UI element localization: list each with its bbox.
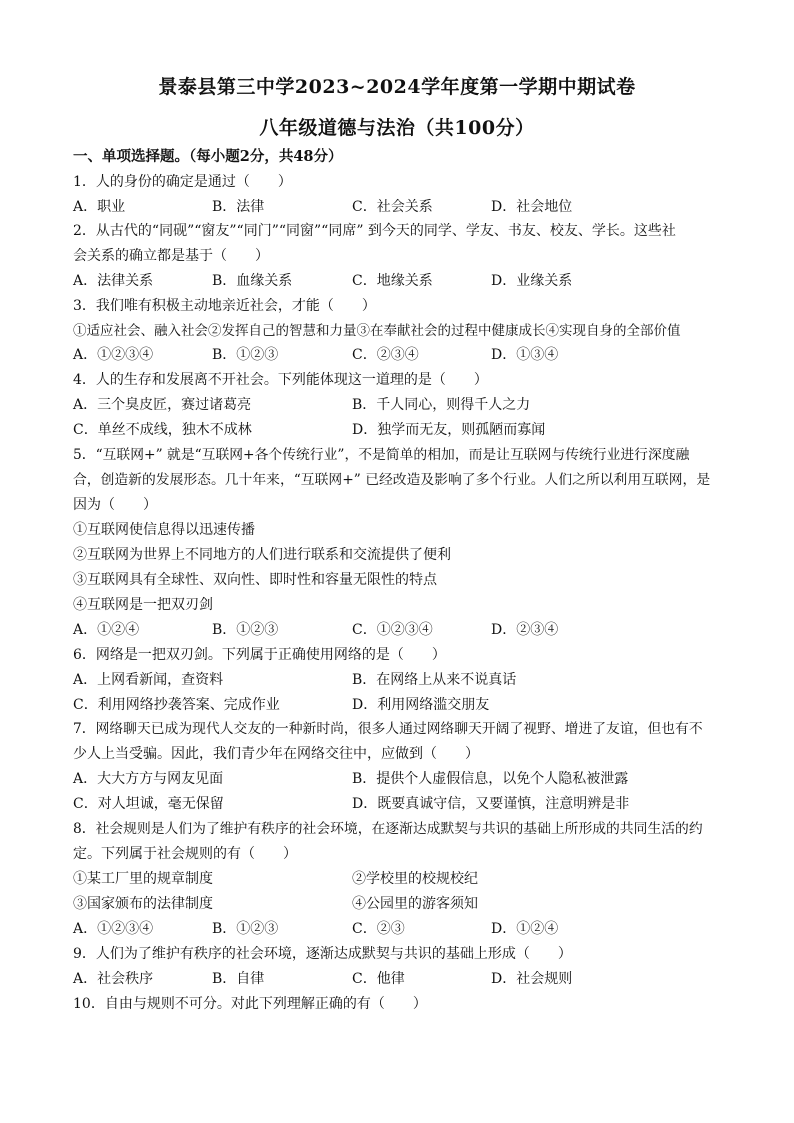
q5-item-4: ④互联网是一把双刃剑 <box>73 597 213 613</box>
question-2-stem-line2: 会关系的确立都是基于（ ） <box>73 248 269 264</box>
q5-option-c: C．①②③④ <box>352 622 433 638</box>
question-7-stem-line2: 少人上当受骗。因此，我们青少年在网络交往中，应做到（ ） <box>73 746 479 762</box>
q4-option-b: B．千人同心，则得千人之力 <box>352 397 531 413</box>
question-9-stem: 9．人们为了维护有秩序的社会环境，逐渐达成默契与共识的基础上形成（ ） <box>73 946 572 962</box>
q3-option-d: D．①③④ <box>491 347 559 363</box>
q7-option-c: C．对人坦诚，毫无保留 <box>73 796 224 812</box>
question-5-stem-line2: 合，创造新的发展形态。几十年来，“互联网+” 已经改造及影响了多个行业。人们之所以利用互联网，是 <box>73 472 711 488</box>
question-3-stem: 3．我们唯有积极主动地亲近社会，才能（ ） <box>73 298 376 314</box>
q8-item-1: ①某工厂里的规章制度 <box>73 871 213 887</box>
q6-option-d: D．利用网络滥交朋友 <box>352 697 490 713</box>
q9-option-c: C．他律 <box>352 971 405 987</box>
question-3-items: ①适应社会、融入社会②发挥自己的智慧和力量③在奉献社会的过程中健康成长④实现自身的全部价值 <box>73 323 681 339</box>
q5-option-a: A．①②④ <box>73 622 140 638</box>
q8-item-3: ③国家颁布的法律制度 <box>73 896 213 912</box>
q4-option-c: C．单丝不成线，独木不成林 <box>73 422 252 438</box>
question-5-stem-line3: 因为（ ） <box>73 497 157 513</box>
q8-item-4: ④公园里的游客须知 <box>352 896 478 912</box>
q8-item-2: ②学校里的校规校纪 <box>352 871 478 887</box>
q6-option-b: B．在网络上从来不说真话 <box>352 672 517 688</box>
q7-option-d: D．既要真诚守信，又要谨慎，注意明辨是非 <box>352 796 630 812</box>
q2-option-d: D．业缘关系 <box>491 273 573 289</box>
q8-option-c: C．②③ <box>352 921 405 937</box>
section-heading: 一、单项选择题。（每小题2分，共48分） <box>73 148 343 165</box>
question-8-stem-line1: 8．社会规则是人们为了维护有秩序的社会环境，在逐渐达成默契与共识的基础上所形成的共同生活的约 <box>73 821 703 837</box>
q7-option-a: A．大大方方与网友见面 <box>73 771 224 787</box>
q1-option-a: A．职业 <box>73 199 126 215</box>
question-1-stem: 1．人的身份的确定是通过（ ） <box>73 174 292 190</box>
question-5-stem-line1: 5．“互联网+” 就是“互联网+各个传统行业”，不是简单的相加，而是让互联网与传统行业进行深度融 <box>73 447 690 463</box>
q3-option-a: A．①②③④ <box>73 347 154 363</box>
exam-subtitle: 八年级道德与法治（共100分） <box>259 117 535 139</box>
q8-option-b: B．①②③ <box>212 921 279 937</box>
q2-option-b: B．血缘关系 <box>212 273 293 289</box>
q5-option-d: D．②③④ <box>491 622 559 638</box>
question-8-stem-line2: 定。下列属于社会规则的有（ ） <box>73 846 297 862</box>
question-2-stem-line1: 2．从古代的“同砚”“窗友”“同门”“同窗”“同席” 到今天的同学、学友、书友、校友、学长。这些社 <box>73 223 676 239</box>
question-6-stem: 6．网络是一把双刃剑。下列属于正确使用网络的是（ ） <box>73 647 446 663</box>
q6-option-a: A．上网看新闻，查资料 <box>73 672 224 688</box>
exam-title: 景泰县第三中学2023~2024学年度第一学期中期试卷 <box>158 76 636 98</box>
q3-option-c: C．②③④ <box>352 347 419 363</box>
question-10-stem: 10．自由与规则不可分。对此下列理解正确的有（ ） <box>73 996 427 1012</box>
q6-option-c: C．利用网络抄袭答案、完成作业 <box>73 697 280 713</box>
q5-item-2: ②互联网为世界上不同地方的人们进行联系和交流提供了便利 <box>73 547 451 563</box>
q8-option-a: A．①②③④ <box>73 921 154 937</box>
q1-option-c: C．社会关系 <box>352 199 433 215</box>
q8-option-d: D．①②④ <box>491 921 559 937</box>
q1-option-d: D．社会地位 <box>491 199 573 215</box>
q1-option-b: B．法律 <box>212 199 265 215</box>
q4-option-d: D．独学而无友，则孤陋而寡闻 <box>352 422 546 438</box>
question-7-stem-line1: 7．网络聊天已成为现代人交友的一种新时尚，很多人通过网络聊天开阔了视野、增进了友谊，但也有不 <box>73 721 703 737</box>
q2-option-c: C．地缘关系 <box>352 273 433 289</box>
q5-item-3: ③互联网具有全球性、双向性、即时性和容量无限性的特点 <box>73 572 437 588</box>
q9-option-b: B．自律 <box>212 971 265 987</box>
q7-option-b: B．提供个人虚假信息，以免个人隐私被泄露 <box>352 771 629 787</box>
q2-option-a: A．法律关系 <box>73 273 154 289</box>
question-4-stem: 4．人的生存和发展离不开社会。下列能体现这一道理的是（ ） <box>73 372 488 388</box>
q9-option-d: D．社会规则 <box>491 971 573 987</box>
q5-option-b: B．①②③ <box>212 622 279 638</box>
q9-option-a: A．社会秩序 <box>73 971 154 987</box>
q5-item-1: ①互联网使信息得以迅速传播 <box>73 522 255 538</box>
q3-option-b: B．①②③ <box>212 347 279 363</box>
q4-option-a: A．三个臭皮匠，赛过诸葛亮 <box>73 397 252 413</box>
